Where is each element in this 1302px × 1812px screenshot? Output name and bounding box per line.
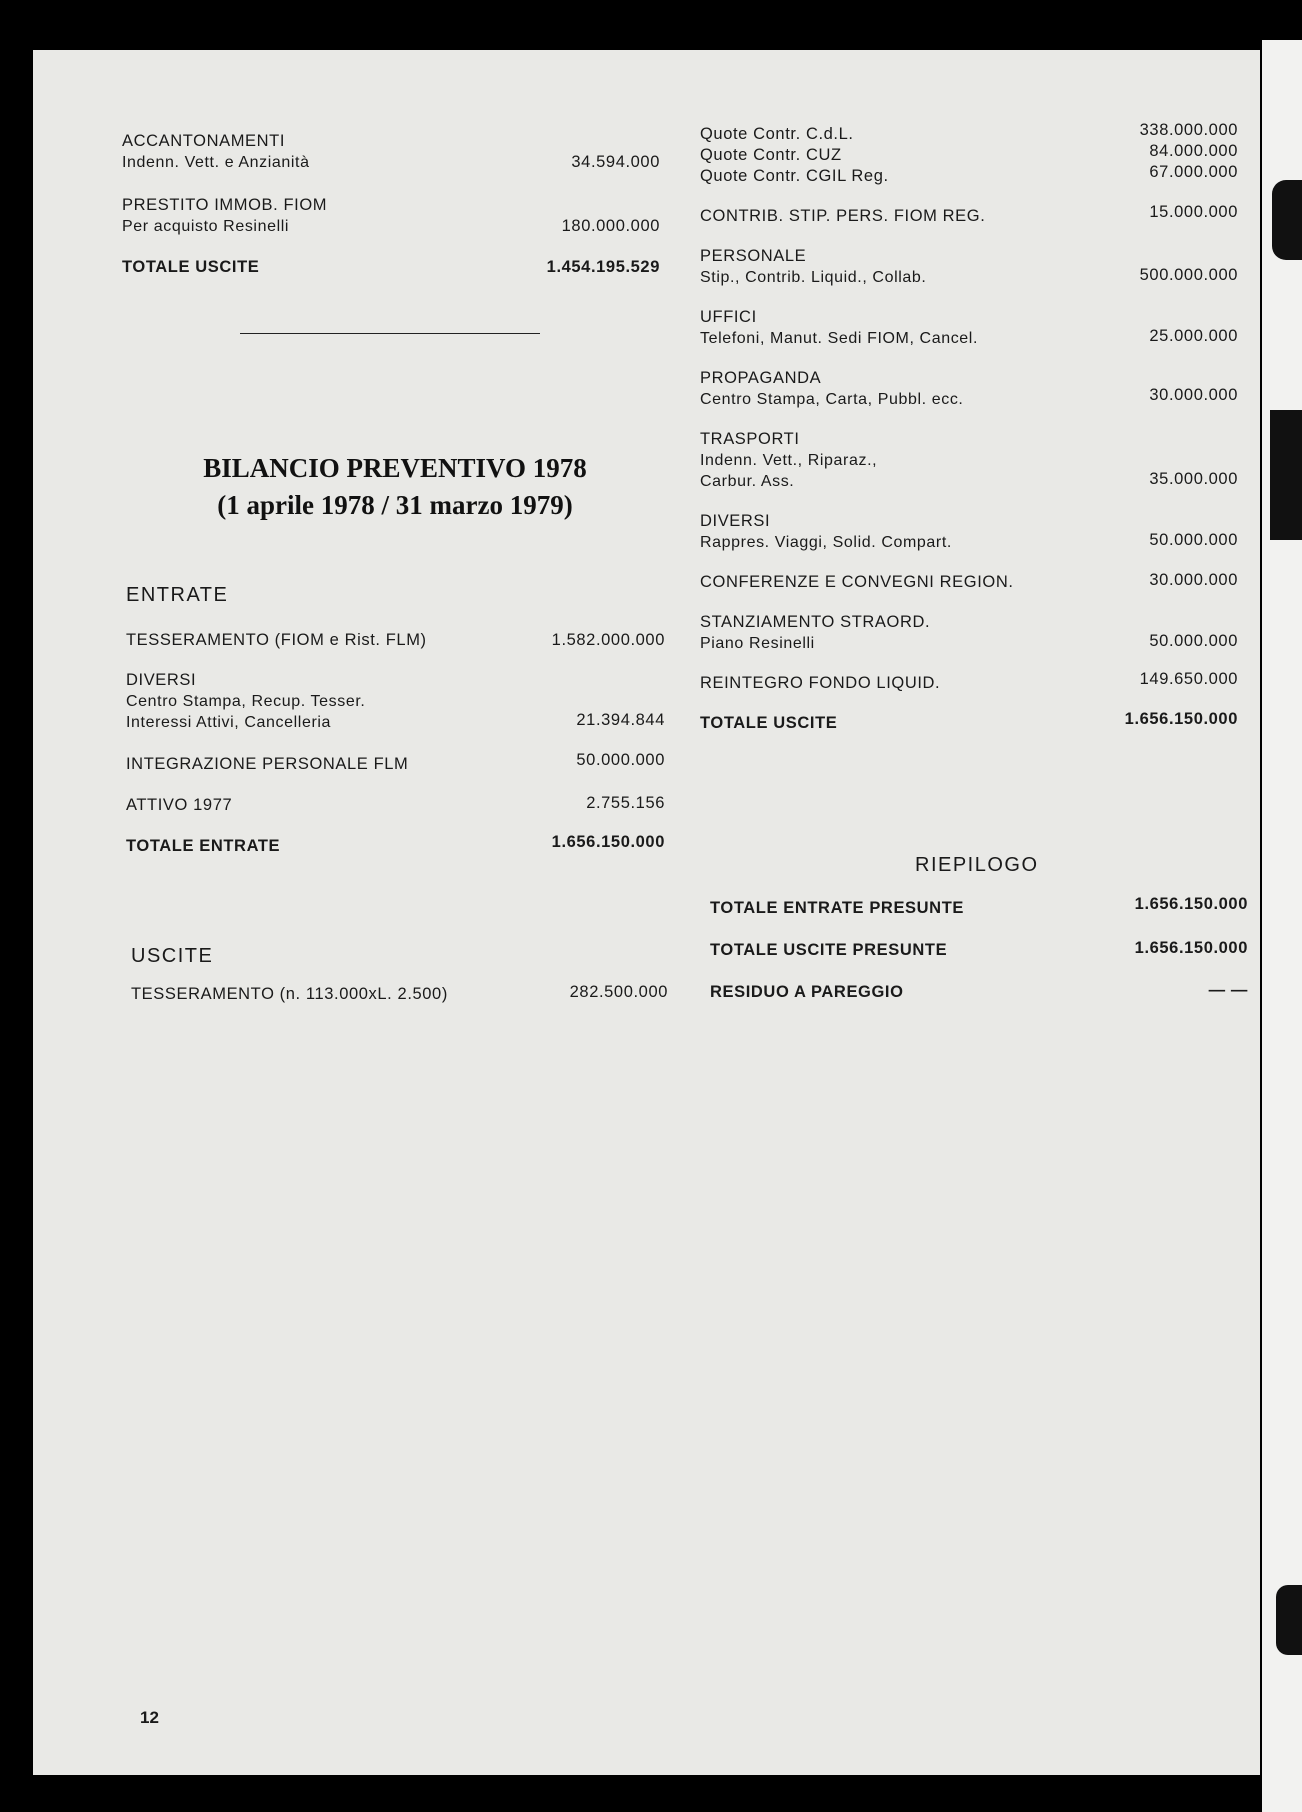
attivo-row: ATTIVO 1977 2.755.156: [126, 794, 665, 814]
entrate-heading: ENTRATE: [126, 584, 229, 606]
adjacent-page-edge: [1262, 40, 1302, 1812]
personale-row: PERSONALE Stip., Contrib. Liquid., Collab. 500.000.000: [700, 247, 1238, 286]
conferenze-row: CONFERENZE E CONVEGNI REGION. 30.000.000: [700, 571, 1238, 591]
left-top-block: [122, 131, 660, 278]
entrate-section: [126, 585, 665, 857]
quote-cgil-row: Quote Contr. CGIL Reg. 67.000.000: [700, 163, 1238, 185]
entrate-tesseramento-row: TESSERAMENTO (FIOM e Rist. FLM) 1.582.000.000: [126, 631, 665, 649]
riepilogo-heading: RIEPILOGO: [915, 854, 1039, 876]
accantonamenti-row: ACCANTONAMENTI Indenn. Vett. e Anzianità 34.594.000: [122, 132, 660, 171]
totale-uscite-presunte-row: TOTALE USCITE PRESUNTE 1.656.150.000: [710, 939, 1248, 959]
entrate-diversi-row: DIVERSI Centro Stampa, Recup. Tesser. Interessi Attivi, Cancelleria 21.394.844: [126, 671, 665, 731]
page-number: 12: [140, 1708, 159, 1727]
quote-cdl-row: Quote Contr. C.d.L. 338.000.000: [700, 121, 1238, 143]
page-title: BILANCIO PREVENTIVO 1978 (1 aprile 1978 / 31 marzo 1979): [203, 453, 587, 520]
contrib-row: CONTRIB. STIP. PERS. FIOM REG. 15.000.000: [700, 203, 1238, 225]
uscite-tesseramento-row: TESSERAMENTO (n. 113.000xL. 2.500) 282.500.000: [131, 983, 668, 1003]
uscite-heading: USCITE: [131, 945, 214, 967]
reintegro-row: REINTEGRO FONDO LIQUID. 149.650.000: [700, 670, 1238, 692]
quote-cuz-row: Quote Contr. CUZ 84.000.000: [700, 142, 1238, 164]
diversi-row: DIVERSI Rappres. Viaggi, Solid. Compart. 50.000.000: [700, 512, 1238, 551]
totale-entrate-row: TOTALE ENTRATE 1.656.150.000: [126, 833, 665, 855]
integrazione-row: INTEGRAZIONE PERSONALE FLM 50.000.000: [126, 751, 665, 773]
totale-uscite-right-row: TOTALE USCITE 1.656.150.000: [700, 710, 1238, 732]
uffici-row: UFFICI Telefoni, Manut. Sedi FIOM, Cancel. 25.000.000: [700, 308, 1238, 347]
riepilogo-section: [710, 895, 1248, 1003]
trasporti-row: TRASPORTI Indenn. Vett., Riparaz., Carbur. Ass. 35.000.000: [700, 430, 1238, 490]
residuo-row: RESIDUO A PAREGGIO — —: [710, 981, 1248, 1001]
right-column: [700, 121, 1238, 734]
totale-entrate-presunte-row: TOTALE ENTRATE PRESUNTE 1.656.150.000: [710, 895, 1248, 917]
uscite-section: [131, 946, 668, 1005]
propaganda-row: PROPAGANDA Centro Stampa, Carta, Pubbl. ecc. 30.000.000: [700, 369, 1238, 408]
divider-rule: [240, 333, 540, 334]
totale-uscite-row: TOTALE USCITE 1.454.195.529: [122, 258, 660, 276]
prestito-row: PRESTITO IMMOB. FIOM Per acquisto Resinelli 180.000.000: [122, 196, 660, 235]
stanziamento-row: STANZIAMENTO STRAORD. Piano Resinelli 50.000.000: [700, 613, 1238, 652]
